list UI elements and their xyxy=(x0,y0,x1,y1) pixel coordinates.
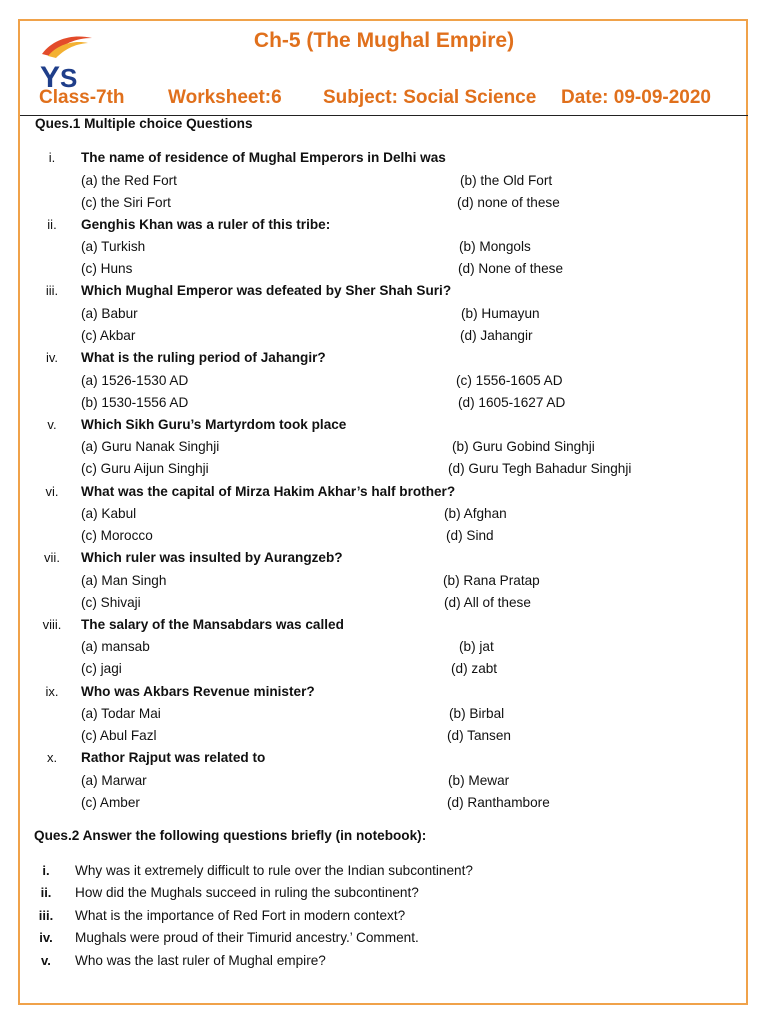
short-answer-number: iii. xyxy=(38,907,54,923)
subject-label: Subject: Social Science xyxy=(323,87,537,108)
mcq-option-b: (b) Afghan xyxy=(444,506,507,521)
short-answer-number: i. xyxy=(42,863,50,878)
mcq-option-a: (a) Turkish xyxy=(81,239,146,255)
mcq-number: i. xyxy=(48,150,56,165)
short-answer-number: ii. xyxy=(40,885,52,901)
mcq-question: The salary of the Mansabdars was called xyxy=(81,616,344,632)
mcq-number: v. xyxy=(47,416,57,432)
mcq-number: x. xyxy=(46,750,58,766)
svg-text:Y: Y xyxy=(40,61,61,90)
mcq-option-c: (c) jagi xyxy=(81,661,122,677)
mcq-option-a: (a) Man Singh xyxy=(81,572,167,588)
mcq-number: vii. xyxy=(44,550,60,566)
q2-heading: Ques.2 Answer the following questions briefly (in notebook): xyxy=(34,828,427,843)
mcq-option-d: (d) none of these xyxy=(457,194,560,210)
mcq-option-d: (d) None of these xyxy=(458,261,564,277)
q1-heading: Ques.1 Multiple choice Questions xyxy=(35,116,253,131)
mcq-question: Rathor Rajput was related to xyxy=(81,750,266,766)
mcq-option-c: (c) Huns xyxy=(81,261,133,277)
mcq-option-d: (d) Tansen xyxy=(447,728,511,744)
mcq-option-b: (b) jat xyxy=(459,639,494,655)
mcq-option-d: (d) Sind xyxy=(446,528,494,543)
mcq-question: Which Mughal Emperor was defeated by Sher Shah Suri? xyxy=(81,283,452,299)
mcq-number: iii. xyxy=(45,283,59,299)
mcq-option-a: (a) mansab xyxy=(81,639,150,655)
mcq-option-a: (a) 1526-1530 AD xyxy=(81,372,189,388)
mcq-question: What is the ruling period of Jahangir? xyxy=(81,350,326,366)
mcq-question: Which Sikh Guru’s Martyrdom took place xyxy=(81,416,347,432)
mcq-number: iv. xyxy=(45,350,59,366)
short-answer-number: v. xyxy=(41,952,51,968)
mcq-option-b: (b) Mewar xyxy=(448,772,510,788)
mcq-option-c: (c) Abul Fazl xyxy=(81,728,157,744)
mcq-option-b: (b) the Old Fort xyxy=(460,172,553,188)
worksheet-label: Worksheet:6 xyxy=(168,87,282,108)
svg-text:S: S xyxy=(60,63,78,90)
short-answer-number: iv. xyxy=(39,930,53,946)
mcq-option-b: (b) Rana Pratap xyxy=(443,572,540,588)
mcq-option-d: (d) Guru Tegh Bahadur Singhji xyxy=(448,461,632,477)
short-answer-question: What is the importance of Red Fort in modern context? xyxy=(75,907,406,923)
mcq-option-d: (d) Jahangir xyxy=(460,327,533,343)
mcq-question: Which ruler was insulted by Aurangzeb? xyxy=(81,550,343,566)
mcq-option-b: (c) 1556-1605 AD xyxy=(456,372,563,388)
mcq-question: What was the capital of Mirza Hakim Akhar’s half brother? xyxy=(81,483,456,499)
mcq-option-a: (a) Guru Nanak Singhji xyxy=(81,439,220,455)
mcq-number: ix. xyxy=(45,683,59,699)
short-answer-question: How did the Mughals succeed in ruling the subcontinent? xyxy=(75,885,419,901)
mcq-option-b: (b) Guru Gobind Singhji xyxy=(452,439,595,455)
mcq-option-c: (b) 1530-1556 AD xyxy=(81,394,189,410)
mcq-question: Genghis Khan was a ruler of this tribe: xyxy=(81,216,331,232)
short-answer-question: Mughals were proud of their Timurid ancestry.’ Comment. xyxy=(75,930,419,946)
short-answer-question: Why was it extremely difficult to rule over the Indian subcontinent? xyxy=(75,863,473,878)
mcq-option-d: (d) zabt xyxy=(451,661,498,677)
short-answer-question: Who was the last ruler of Mughal empire? xyxy=(75,952,326,968)
mcq-option-b: (b) Humayun xyxy=(461,305,540,321)
mcq-option-d: (d) Ranthambore xyxy=(447,794,550,810)
mcq-option-c: (c) the Siri Fort xyxy=(81,194,171,210)
mcq-option-c: (c) Akbar xyxy=(81,327,136,343)
mcq-question: Who was Akbars Revenue minister? xyxy=(81,683,315,699)
mcq-option-b: (b) Mongols xyxy=(459,239,531,255)
page-title: Ch-5 (The Mughal Empire) xyxy=(253,29,515,52)
mcq-option-c: (c) Amber xyxy=(81,794,140,810)
mcq-option-a: (a) Babur xyxy=(81,305,138,321)
mcq-question: The name of residence of Mughal Emperors in Delhi was xyxy=(81,150,446,165)
mcq-option-a: (a) Todar Mai xyxy=(81,706,161,722)
mcq-option-d: (d) 1605-1627 AD xyxy=(458,394,566,410)
date-label: Date: 09-09-2020 xyxy=(561,87,711,108)
mcq-option-d: (d) All of these xyxy=(444,594,531,610)
mcq-option-a: (a) Kabul xyxy=(81,506,137,521)
mcq-option-b: (b) Birbal xyxy=(449,706,505,722)
mcq-number: viii. xyxy=(42,616,62,632)
mcq-number: ii. xyxy=(47,216,57,232)
mcq-option-c: (c) Shivaji xyxy=(81,594,141,610)
mcq-option-c: (c) Morocco xyxy=(81,528,153,543)
mcq-option-c: (c) Guru Aijun Singhji xyxy=(81,461,209,477)
class-label: Class-7th xyxy=(39,87,125,108)
mcq-option-a: (a) Marwar xyxy=(81,772,147,788)
mcq-number: vi. xyxy=(45,483,59,499)
mcq-option-a: (a) the Red Fort xyxy=(81,172,177,188)
